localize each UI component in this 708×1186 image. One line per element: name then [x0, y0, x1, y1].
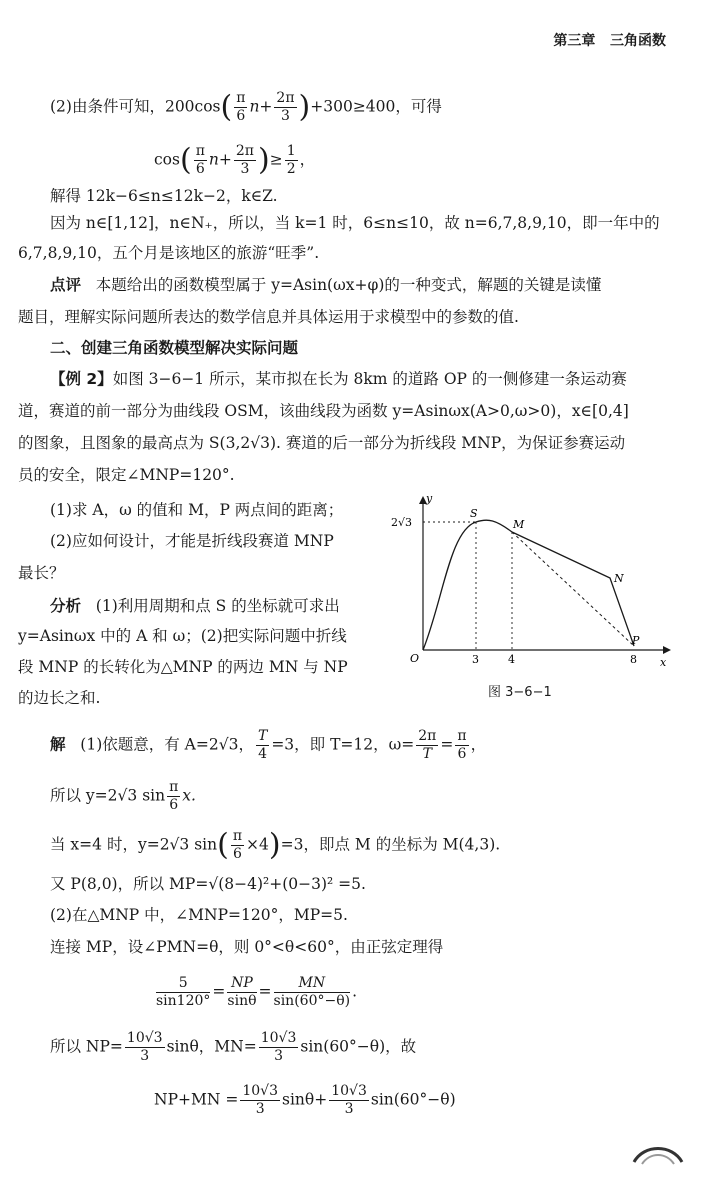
x-tick-4: 4 [508, 653, 515, 666]
solution-line9: NP+MN = $\frac{10√3}{3}$ sinθ+ $\frac{10√3}{3}$ sin(60°−θ) [154, 1083, 456, 1117]
analysis-line1: 分析 (1)利用周期和点 S 的坐标就可求出 [50, 597, 340, 615]
example2-line1: 【例 2】如图 3−6−1 所示，某市拟在长为 8km 的道路 OP 的一侧修建一条运动赛 [50, 370, 627, 388]
figure-caption: 图 3−6−1 [488, 685, 552, 700]
running-header [553, 30, 666, 50]
figure-3-6-1 [388, 490, 678, 670]
comment-label: 点评 [50, 276, 82, 294]
origin-label: O [410, 652, 420, 665]
comment-line1: 点评 本题给出的函数模型属于 y=Asin(ωx+φ)的一种变式，解题的关键是读懂 [50, 276, 602, 294]
solution-line3: 当 x=4 时，y=2√3 sin( $\frac{\pi}{6}$ ×4)=3，即点 M 的坐标为 M(4,3). [50, 827, 501, 863]
point-p-label: P [632, 634, 640, 647]
analysis-label: 分析 [50, 597, 82, 615]
part2-solve: 解得 12k−6≤n≤12k−2，k∈Z. [50, 187, 278, 205]
solution-sine-rule: $\frac{5}{\sin 120^\circ}$ = $\frac{NP}{\sin\theta}$ = $\frac{MN}{\sin(60^\circ-\theta)}$ . [156, 975, 358, 1009]
example2-line2: 道，赛道的前一部分为曲线段 OSM，该曲线段为函数 y=Asinωx(A>0,ω>0)，x∈[0,4] [18, 402, 629, 420]
y-tick-label: 2√3 [391, 516, 413, 529]
section-title: 二、创建三角函数模型解决实际问题 [50, 339, 299, 357]
x-axis-arrow-icon [663, 646, 671, 654]
example2-line3: 的图象，且图象的最高点为 S(3,2√3). 赛道的后一部分为折线段 MNP，为保证参赛运动 [18, 434, 626, 452]
question-1: (1)求 A，ω 的值和 M，P 两点间的距离； [50, 501, 344, 519]
comment-line2: 题目，理解实际问题所表达的数学信息并具体运用于求模型中的参数的值. [18, 308, 519, 326]
point-n-label: N [614, 572, 624, 585]
question-2b: 最长？ [18, 564, 65, 582]
question-2a: (2)应如何设计，才能是折线段赛道 MNP [50, 532, 334, 550]
part2-inequality: cos( $\frac{\pi}{6}$ n+ $\frac{2\pi}{3}$ )≥ $\frac{1}{2}$ ， [154, 142, 316, 178]
analysis-line2: y=Asinωx 中的 A 和 ω；(2)把实际问题中折线 [18, 627, 347, 645]
page-corner-decoration-icon [630, 1138, 686, 1166]
chapter-number: 第三章 [553, 33, 596, 49]
solution-line8: 所以 NP= $\frac{10√3}{3}$ sinθ，MN= $\frac{10√3}{3}$ sin(60°−θ)，故 [50, 1030, 417, 1064]
solution-line6: 连接 MP，设∠PMN=θ，则 0°<θ<60°，由正弦定理得 [50, 938, 444, 956]
analysis-line4: 的边长之和. [18, 689, 101, 707]
point-m-label: M [513, 518, 525, 531]
analysis-line3: 段 MNP 的长转化为△MNP 的两边 MN 与 NP [18, 658, 348, 676]
chapter-title: 三角函数 [610, 33, 666, 49]
part2-because-2: 6,7,8,9,10，五个月是该地区的旅游“旺季”. [18, 244, 320, 262]
x-tick-8: 8 [630, 653, 637, 666]
y-axis-label: y [426, 492, 433, 505]
example2-line4: 员的安全，限定∠MNP=120°. [18, 466, 235, 484]
part2-line1: (2)由条件可知，200cos( $\frac{\pi}{6}$ n+ $\frac{2\pi}{3}$ )+300≥400，可得 [50, 89, 442, 125]
point-s-label: S [470, 507, 478, 520]
solution-line1: 解 (1)依题意，有 A=2√3， $\frac{T}{4}$ =3，即 T=12，ω= $\frac{2\pi}{T}$ = $\frac{\pi}{6}$ ， [50, 728, 487, 762]
solution-line2: 所以 y=2√3 sin $\frac{\pi}{6}$ x. [50, 779, 196, 813]
x-tick-3: 3 [472, 653, 479, 666]
solution-line4: 又 P(8,0)，所以 MP=√(8−4)²+(0−3)² =5. [50, 875, 366, 893]
solution-line5: (2)在△MNP 中，∠MNP=120°，MP=5. [50, 906, 348, 924]
solution-label: 解 [50, 735, 66, 754]
curve-osm [423, 520, 512, 650]
example2-label: 【例 2】 [50, 370, 113, 388]
segment-mp-dashed [512, 532, 634, 646]
x-axis-label: x [660, 656, 667, 669]
part2-because-1: 因为 n∈[1,12]，n∈N₊，所以，当 k=1 时，6≤n≤10，故 n=6,7,8,9,10，即一年中的 [50, 214, 660, 232]
